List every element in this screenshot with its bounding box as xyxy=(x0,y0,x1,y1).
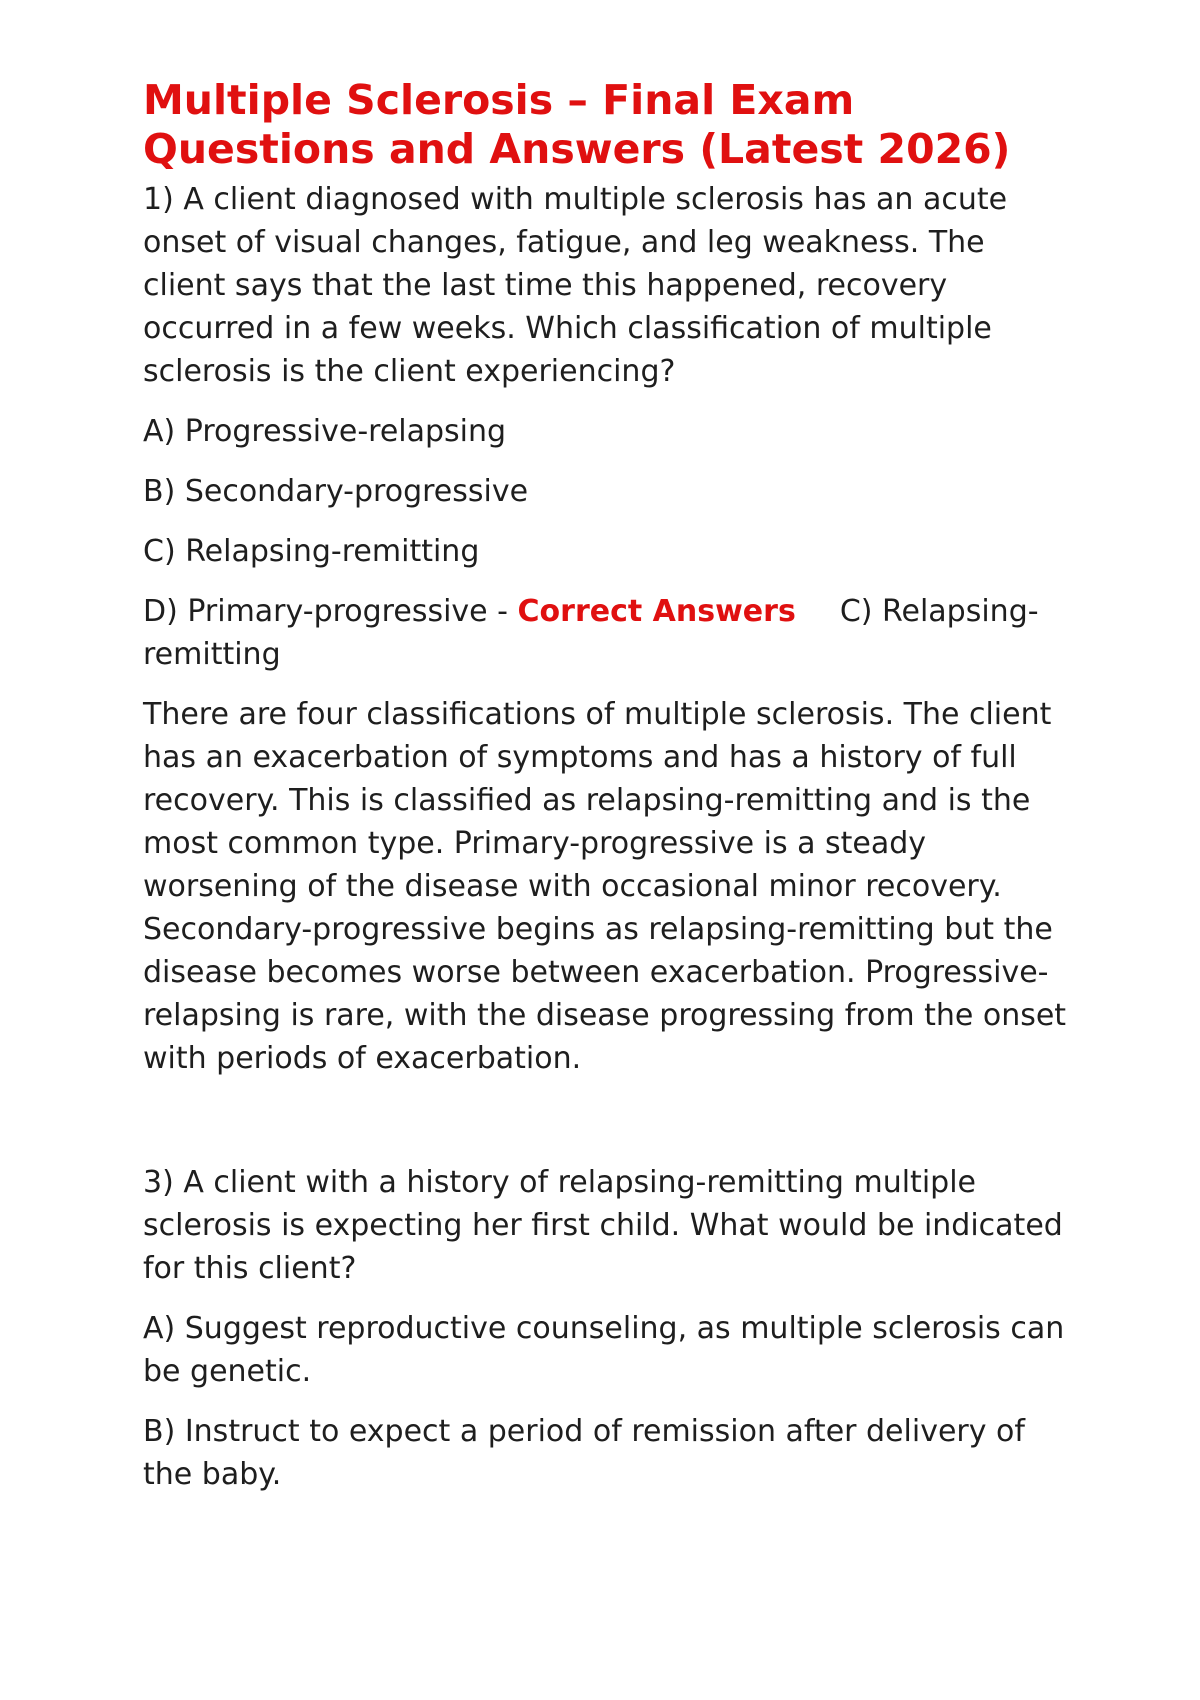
question-block xyxy=(143,178,1068,1080)
document-page xyxy=(143,76,1068,1496)
question-stem: 1) A client diagnosed with multiple sclerosis has an acute onset of visual changes, fatigue, and leg weakness. The client says that the last time this happened, recovery occurred in a few weeks. Which classification of multiple sclerosis is the client experiencing? xyxy=(143,182,1008,389)
option-b: B) Instruct to expect a period of remission after delivery of the baby. xyxy=(143,1414,1025,1492)
answer-explanation: There are four classifications of multiple sclerosis. The client has an exacerbation of symptoms and has a history of full recovery. This is classified as relapsing-remitting and is the most common type. Primary-progressive is a steady worsening of the disease with occasional minor recovery. Secondary-progressive begins as relapsing-remitting but the disease becomes worse between exacerbation. Progressive-relapsing is rare, with the disease progressing from the onset with periods of exacerbation. xyxy=(143,697,1067,1076)
section-gap xyxy=(143,1080,1068,1161)
option-d-with-answer xyxy=(143,590,1068,676)
correct-answer-text: C) Relapsing-remitting xyxy=(143,594,1039,672)
option-c: C) Relapsing-remitting xyxy=(143,534,480,569)
option-a: A) Suggest reproductive counseling, as multiple sclerosis can be genetic. xyxy=(143,1311,1065,1389)
option-b: B) Secondary-progressive xyxy=(143,474,529,509)
document-title: Multiple Sclerosis – Final Exam Questions and Answers (Latest 2026) xyxy=(143,76,1011,173)
correct-answers-label: Correct Answers xyxy=(517,594,796,629)
option-d: D) Primary-progressive - xyxy=(143,594,518,629)
question-block xyxy=(143,1161,1068,1496)
option-a: A) Progressive-relapsing xyxy=(143,414,507,449)
question-stem: 3) A client with a history of relapsing-remitting multiple sclerosis is expecting her first child. What would be indicated for this client? xyxy=(143,1165,1063,1286)
